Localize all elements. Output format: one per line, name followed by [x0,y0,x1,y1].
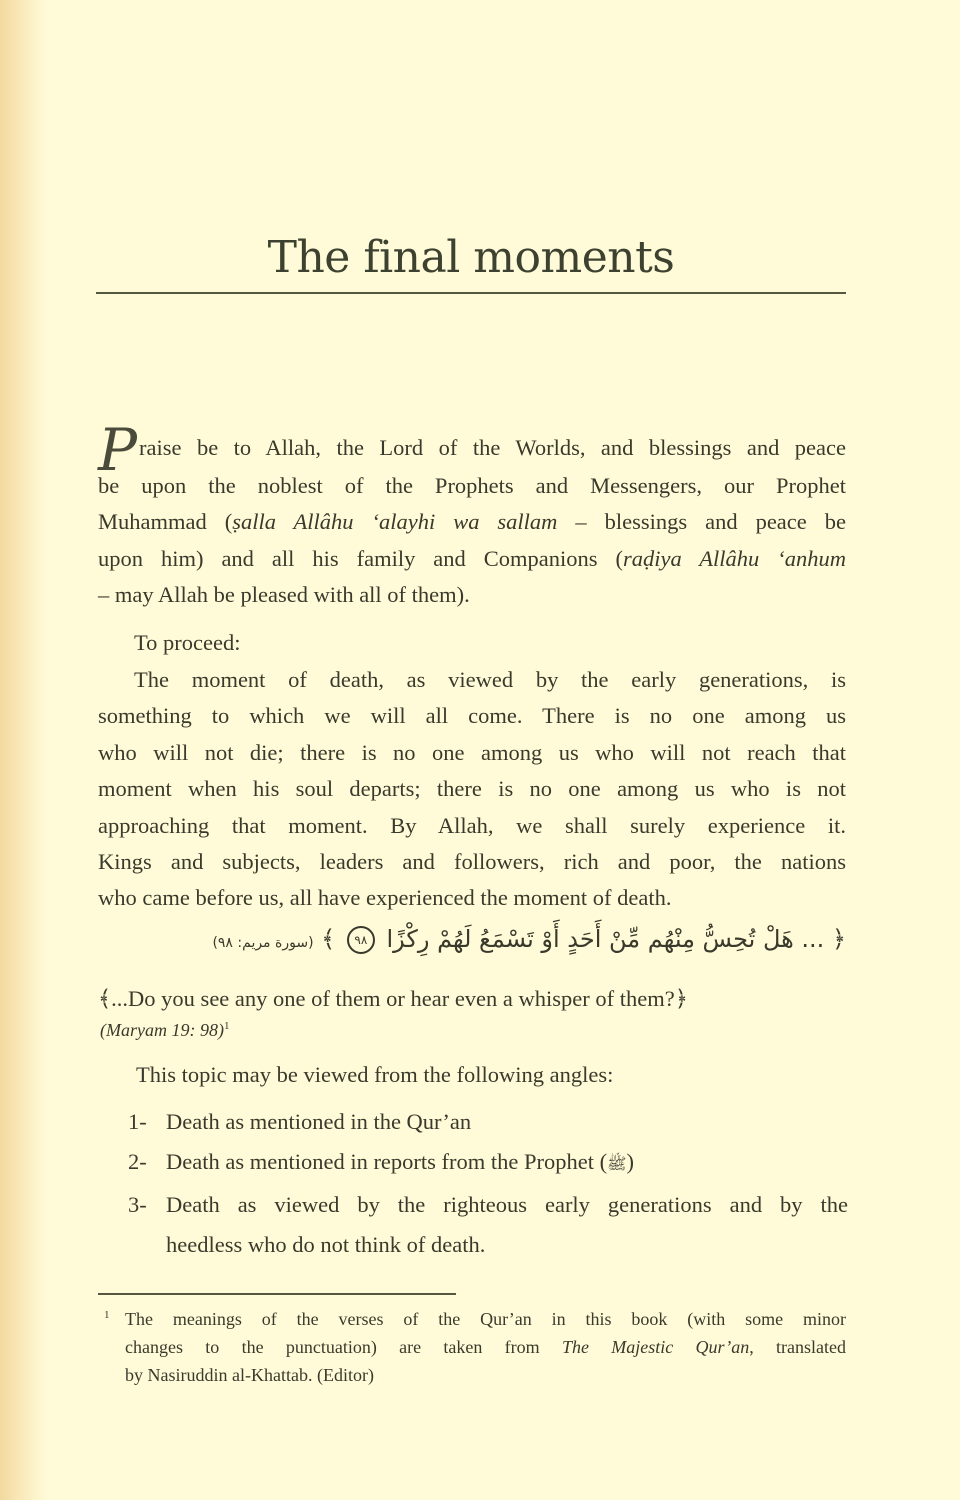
list-item-text: Death as viewed by the righteous early generations and by the [166,1192,848,1217]
footnote-mark: 1 [104,1309,110,1321]
death-paragraph [98,662,846,917]
intro-paragraph [98,416,846,614]
verse-translation: ﴾...Do you see any one of them or hear even a whisper of them?﴿ [98,986,688,1011]
intro-line: raise be to Allah, the Lord of the Worlds, and blessings and peace [139,435,846,460]
verse-citation: (Maryam 19: 98)$^1$ [100,1020,230,1040]
footnote-reference[interactable]: 1 [223,1020,230,1032]
arabic-verse [180,925,846,954]
transliteration: raḍiya Allâhu ‘anhum [622,545,846,571]
footnote-line: by Nasiruddin al-Khattab. (Editor) [125,1365,374,1385]
list-item-text: Death as mentioned in the Qur’an [166,1109,472,1134]
chapter-title: The final moments [267,232,675,283]
book-title: The Majestic Qur’an [561,1337,750,1357]
list-item: 2- Death as mentioned in reports from the Prophet (ﷺ) [128,1142,848,1185]
drop-cap: P [98,416,138,484]
salawat-honorific-icon: ﷺ [607,1156,627,1173]
verse-close-bracket: ﴾ [321,925,336,953]
list-item-text: Death as mentioned in reports from the Prophet ( [166,1149,608,1174]
paragraph-line: who came before us, all have experienced the moment of death. [98,885,672,911]
arabic-surah-reference: (سورة مريم: ٩٨) [212,935,314,951]
paragraph-line: something to which we will all come. There is no one among us [98,703,846,729]
list-item [128,1102,848,1142]
paragraph-line: moment when his soul departs; there is no one among us who is not [98,776,846,802]
footnote-separator [98,1293,456,1295]
intro-line: – may Allah be pleased with all of them). [98,582,470,608]
list-item [128,1185,848,1265]
footnote-line: changes to the punctuation) are taken from The Majestic Qur’an, translated [125,1337,846,1357]
arabic-verse-text: ... هَلْ تُحِسُّ مِنْهُم مِّنْ أَحَدٍ أَوْ تَسْمَعُ لَهُمْ رِكْزًا [386,925,825,953]
footnote-line: The meanings of the verses of the Qur’an in this book (with some minor [125,1309,846,1329]
intro-line: be upon the noblest of the Prophets and Messengers, our Prophet [98,473,846,498]
transliteration: ṣalla Allâhu ‘alayhi wa sallam [232,509,558,535]
list-number: 2- [128,1149,147,1174]
title-underline [96,292,846,294]
paragraph-line: who will not die; there is no one among us who will not reach that [98,739,846,765]
angles-intro: This topic may be viewed from the following angles: [136,1062,614,1087]
footnote [98,1305,846,1389]
paragraph-line: The moment of death, as viewed by the early generations, is [134,667,846,692]
ayah-number-medallion-icon: ٩٨ [347,926,375,954]
paragraph-line: approaching that moment. By Allah, we shall surely experience it. [98,812,846,838]
page-spine-shadow [0,0,48,1500]
intro-line: Muhammad (ṣalla Allâhu ‘alayhi wa sallam – blessings and peace be [98,509,846,535]
to-proceed-text: To proceed: [134,630,241,655]
list-number: 1- [128,1109,147,1134]
intro-line: upon him) and all his family and Companions (raḍiya Allâhu ‘anhum [98,545,846,571]
list-number: 3- [128,1192,147,1217]
verse-open-bracket: ﴿ [831,925,846,953]
list-item-text: heedless who do not think of death. [166,1232,486,1257]
angles-list [128,1102,848,1265]
paragraph-line: Kings and subjects, leaders and followers, rich and poor, the nations [98,849,846,875]
